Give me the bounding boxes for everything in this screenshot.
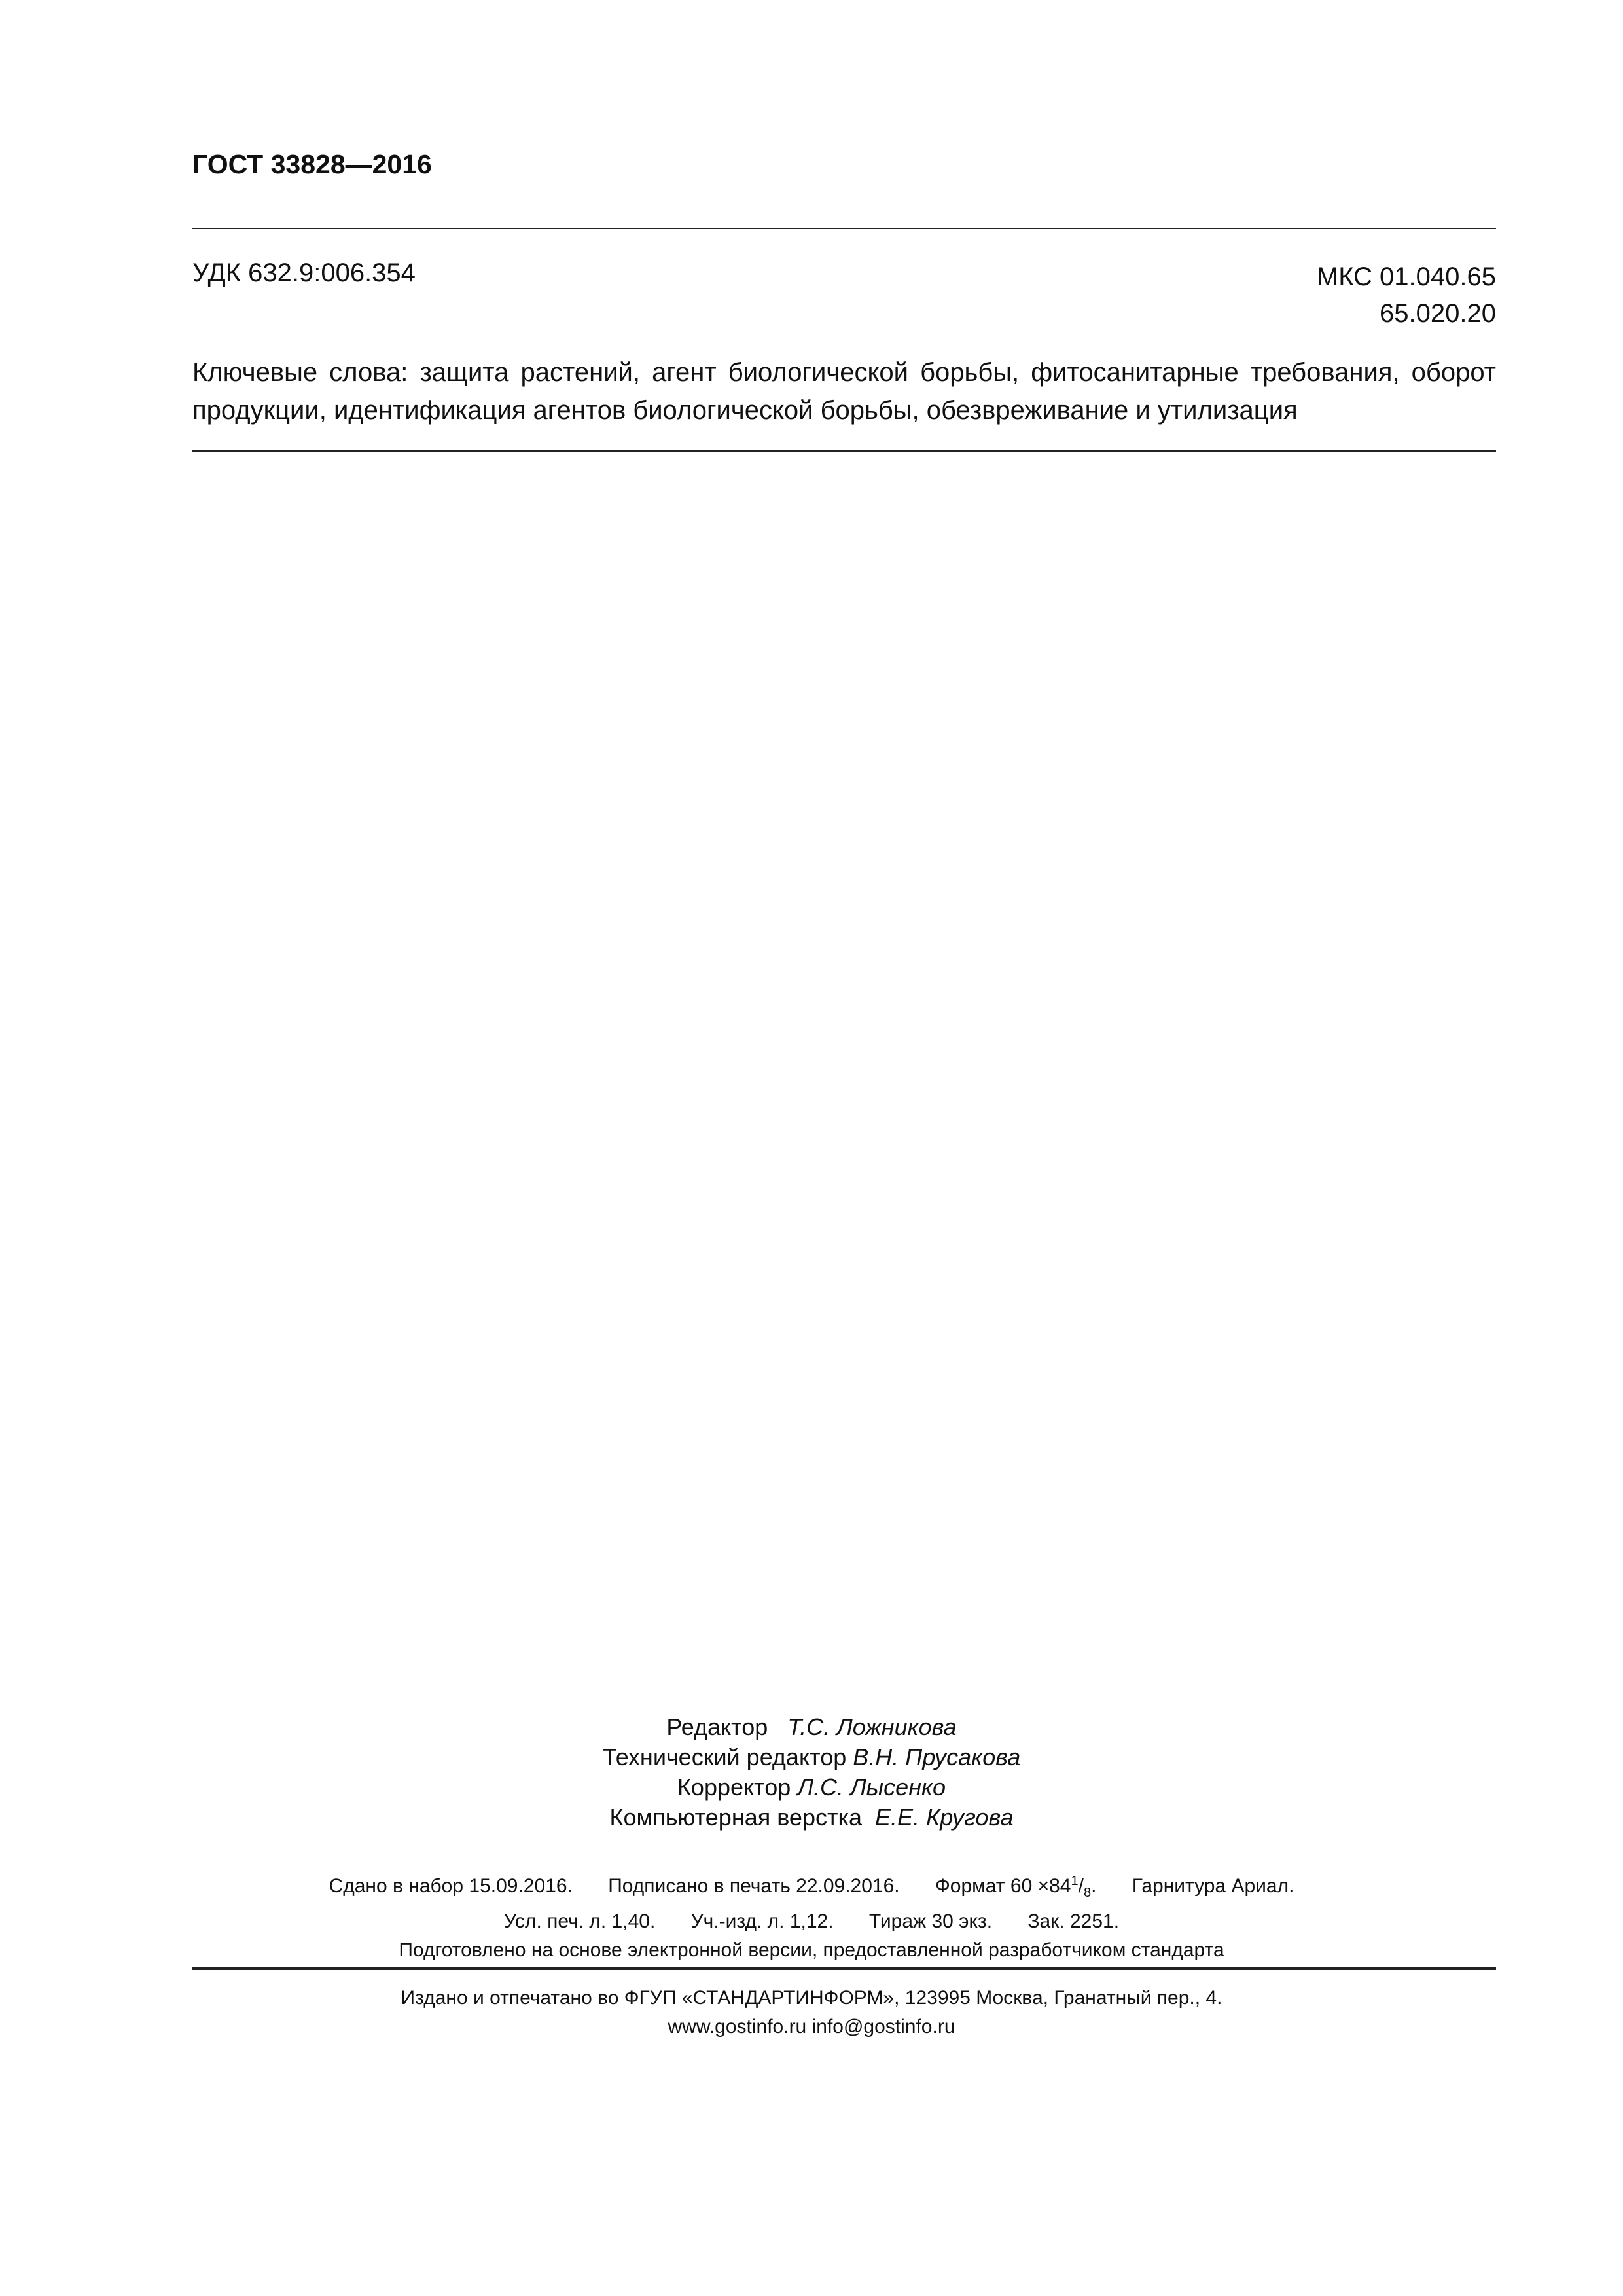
imprint-line-2 <box>0 1907 1623 1936</box>
credit-name: Л.С. Лысенко <box>797 1774 946 1801</box>
print-sheets: Усл. печ. л. 1,40. <box>503 1910 656 1932</box>
order-number: Зак. 2251. <box>1027 1910 1120 1932</box>
credit-proofreader <box>0 1772 1623 1803</box>
credit-role: Компьютерная верстка <box>609 1804 863 1831</box>
credit-role: Технический редактор <box>602 1744 847 1770</box>
credit-name: Т.С. Ложникова <box>787 1713 957 1740</box>
publisher-address: Издано и отпечатано во ФГУП «СТАНДАРТИНФОРМ», 123995 Москва, Гранатный пер., 4. <box>401 1987 1222 2009</box>
imprint-line-1 <box>0 1867 1623 1907</box>
credit-role: Корректор <box>677 1774 791 1801</box>
credit-editor <box>0 1712 1623 1742</box>
credit-role: Редактор <box>666 1713 768 1740</box>
editorial-credits <box>0 1712 1623 1833</box>
credit-name: Е.Е. Кругова <box>875 1804 1014 1831</box>
publisher-contacts <box>0 2013 1623 2041</box>
imprint <box>0 1867 1623 1965</box>
keywords-divider <box>192 450 1496 452</box>
publisher-email[interactable]: info@gostinfo.ru <box>812 2016 955 2037</box>
paper-format: Формат $60 \times 84^1/_8$. <box>935 1874 1097 1900</box>
source-note: Подготовлено на основе электронной версии, предоставленной разработчиком стандарта <box>399 1939 1224 1961</box>
typeset-date: Сдано в набор 15.09.2016. <box>329 1875 573 1897</box>
publisher-divider <box>192 1967 1496 1970</box>
mks-code-1: МКС 01.040.65 <box>1316 262 1496 291</box>
mks-codes <box>1317 259 1496 332</box>
publisher-website[interactable]: www.gostinfo.ru <box>668 2016 807 2037</box>
keywords: Ключевые слова: защита растений, агент биологической борьбы, фитосанитарные требования, оборот продукции, идентификация агентов биологической борьбы, обезвреживание и утилизация <box>192 358 1496 425</box>
top-divider <box>192 228 1496 229</box>
mks-code-2: 65.020.20 <box>1380 299 1496 328</box>
udk-code: УДК 632.9:006.354 <box>192 259 416 287</box>
typeface: Гарнитура Ариал. <box>1132 1875 1294 1897</box>
credit-tech-editor <box>0 1742 1623 1772</box>
signed-date: Подписано в печать 22.09.2016. <box>608 1875 900 1897</box>
credit-layout <box>0 1803 1623 1833</box>
publisher-info <box>0 1984 1623 2041</box>
publisher-sheets: Уч.-изд. л. 1,12. <box>690 1910 834 1932</box>
standard-id: ГОСТ 33828—2016 <box>192 149 432 179</box>
print-run: Тираж 30 экз. <box>868 1910 993 1932</box>
credit-name: В.Н. Прусакова <box>853 1744 1021 1770</box>
